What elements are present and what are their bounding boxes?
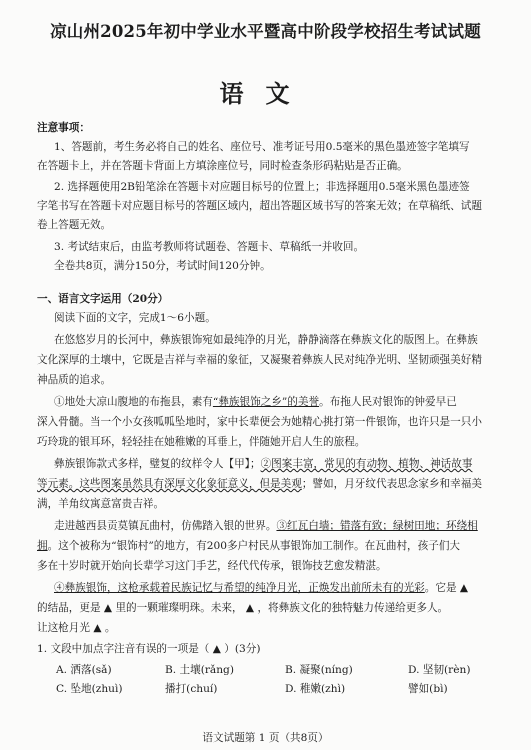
notice-line: 全卷共8页，满分150分，考试时间120分钟。	[54, 260, 271, 272]
notice-line: 卷上答题无效。	[37, 219, 112, 231]
passage-line: 拥。这个被称为“银饰村”的地方，有200多户村民从事银饰加工制作。在瓦曲村，孩子们大	[37, 540, 461, 552]
q1-option: A. 洒落(sǎ)	[56, 664, 112, 676]
passage-line: 等元素。这些图案虽然具有深厚文化象征意义，但是美观；譬如，月牙纹代表思念家乡和幸福美	[37, 478, 482, 490]
passage-line: 让这枪月光 ▲ 。	[37, 622, 116, 634]
passage-line: 神品质的追求。	[37, 374, 112, 386]
exam-title: 凉山州2025年初中学业水平暨高中阶段学校招生考试试题	[50, 22, 481, 41]
passage-line: 文化深厚的土壤中，它既是吉祥与幸福的象征，又凝聚着彝族人民对纯净光明、坚韧顽强美好精	[37, 354, 482, 366]
page-footer: 语文试题第 1 页（共8页）	[202, 732, 329, 744]
q1-option: 譬如(bì)	[408, 683, 448, 695]
passage-line: 深入骨髓。当一个小女孩呱呱坠地时，家中长辈便会为她精心挑打第一件银饰，也许只是一只小	[37, 416, 482, 428]
passage-line: 的结晶，更是 ▲ 里的一颗璀璨明珠。未来， ▲ ，将彝族文化的独特魅力传递给更多人。	[37, 602, 449, 614]
passage-line: ④彝族银饰，这枪承载着民族记忆与希望的纯净月光，正焕发出前所未有的光彩。它是 ▲	[54, 582, 469, 594]
q1-option: D. 稚嫩(zhì)	[285, 683, 346, 695]
q1-option: C. 坠地(zhuì)	[56, 683, 123, 695]
notice-heading: 注意事项：	[37, 122, 90, 134]
passage-line: 多在十岁时就开始向长辈学习这门手艺，经代代传承，银饰技艺愈发精湛。	[37, 560, 387, 572]
subject-title: 语文	[219, 79, 312, 108]
passage-line: 彝族银饰款式多样，璧复的纹样令人【甲】；②图案丰富，常见的有动物、植物、神话故事	[54, 458, 473, 470]
section-heading: 一、语言文字运用（20分）	[37, 293, 169, 305]
notice-line: 2. 选择题使用2B铅笔涂在答题卡对应题目标号的位置上；非选择题用0.5毫米黑色墨迹签	[54, 181, 470, 193]
notice-line: 字笔书写在答题卡对应题目标号的答题区域内，超出答题区域书写的答案无效；在草稿纸、试题	[37, 200, 482, 212]
reading-intro: 阅读下面的文字，完成1～6小题。	[54, 312, 216, 324]
passage-line: 满，羊角纹寓意富贵吉祥。	[37, 498, 165, 510]
notice-line: 1、答题前，考生务必将自己的姓名、座位号、准考证号用0.5毫米的黑色墨迹签字笔填写	[54, 141, 470, 153]
passage-line: 巧玲珑的银耳环，轻轻挂在她稚嫩的耳垂上，伴随她开启人生的旅程。	[37, 436, 366, 448]
passage-line: ①地处大凉山腹地的布拖县，素有“彝族银饰之乡”的美誉。布拖人民对银饰的钟爱早已	[54, 396, 457, 408]
passage-line: 走进越西县贡莫镇瓦曲村，仿佛踏入银的世界。③红瓦白墙；错落有致；绿树田地；环绕相	[54, 520, 478, 532]
q1-option: 播打(chuí)	[165, 683, 218, 695]
q1-option: D. 坚韧(rèn)	[408, 664, 471, 676]
question-1: 1. 文段中加点字注音有误的一项是（ ▲ ）(3分)	[37, 643, 261, 655]
q1-option: B. 凝聚(níng)	[285, 664, 353, 676]
notice-line: 在答题卡上，并在答题卡背面上方填涂座位号，同时检查条形码粘贴是否正确。	[37, 160, 408, 172]
notice-line: 3. 考试结束后，由监考教师将试题卷、答题卡、草稿纸一并收回。	[54, 241, 365, 253]
q1-option: B. 土壤(rǎng)	[165, 664, 234, 676]
passage-line: 在悠悠岁月的长河中，彝族银饰宛如最纯净的月光，静静滴落在彝族文化的版图上。在彝族	[54, 334, 478, 346]
